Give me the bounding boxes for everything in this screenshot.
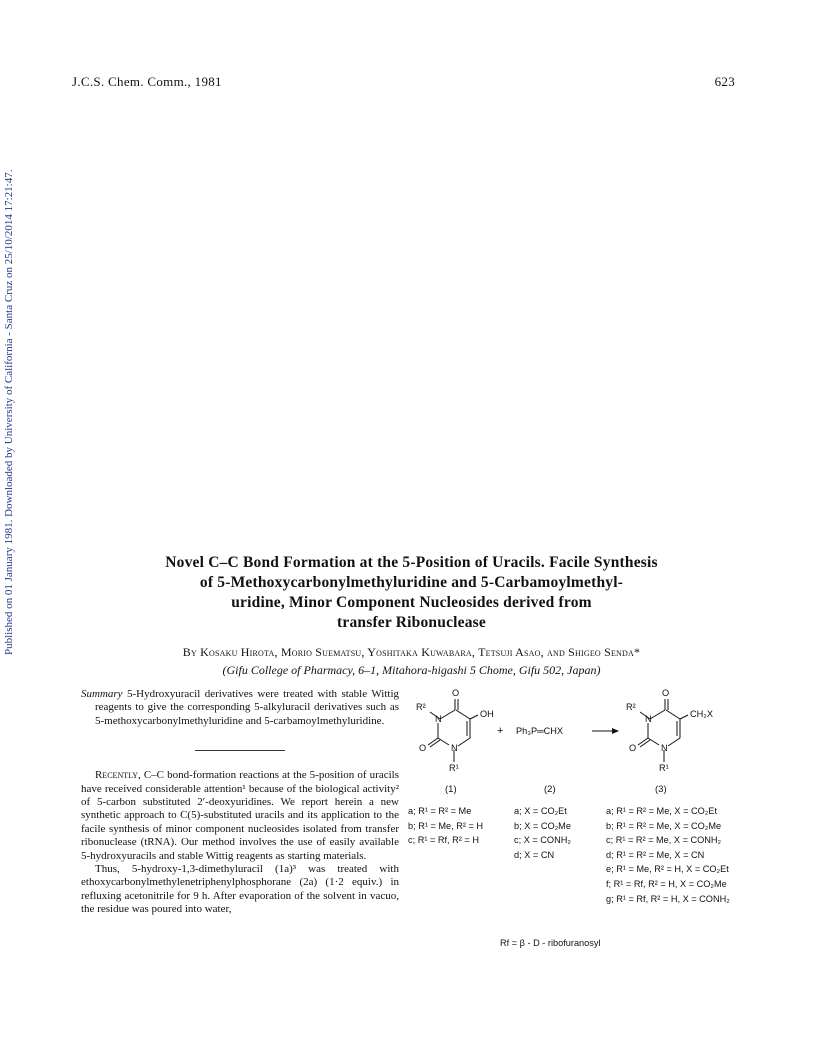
group-ch2x: CH₂X bbox=[690, 709, 713, 719]
variant-2a: a; X = CO₂Et bbox=[514, 806, 567, 816]
variant-2c: c; X = CONH₂ bbox=[514, 835, 571, 846]
title-line-2: of 5-Methoxycarbonylmethyluridine and 5-Carbamoylmethyl- bbox=[199, 574, 624, 591]
atom-r1-1: R¹ bbox=[449, 763, 459, 773]
compound-2-variants bbox=[514, 804, 571, 862]
title-line-1: Novel C–C Bond Formation at the 5-Position of Uracils. Facile Synthesis bbox=[165, 554, 658, 571]
summary-label: Summary bbox=[81, 688, 123, 700]
variant-3d: d; R¹ = R² = Me, X = CN bbox=[606, 849, 705, 860]
paragraph-1-text: C–C bond-formation reactions at the 5-position of uracils have received considerable attention¹ because of the biological activity² of 5-carbon substituted 2′-deoxyuridines. We report herein a new synthetic approach to C(5)-substituted uracils and its application to the facile synthesis of minor component nucleosides isolated from transfer ribonuclease (tRNA). Our method involves the use of easily available 5-hydroxyuracils and stable Wittig reagents as starting materials. bbox=[81, 769, 399, 862]
compound-3-variants bbox=[606, 804, 730, 906]
body-paragraph-2 bbox=[81, 863, 399, 917]
wittig-reagent: Ph₃P═CHX bbox=[516, 726, 564, 736]
page-number: 623 bbox=[714, 74, 735, 89]
publication-stamp: Published on 01 January 1981. Downloaded by University of California - Santa Cruz on 25/10/2014 17:21:47. bbox=[3, 169, 15, 655]
left-column bbox=[81, 688, 399, 917]
variant-3c: c; R¹ = R² = Me, X = CONH₂ bbox=[606, 835, 722, 846]
variant-3g: g; R¹ = Rf, R² = H, X = CONH₂ bbox=[606, 893, 730, 904]
variant-3a: a; R¹ = R² = Me, X = CO₂Et bbox=[606, 806, 718, 816]
atom-o-top-1: O bbox=[452, 688, 460, 698]
atom-o-top-3: O bbox=[662, 688, 670, 698]
reaction-scheme bbox=[408, 688, 748, 957]
summary-text: 5-Hydroxyuracil derivatives were treated with stable Wittig reagents to give the corresponding 5-alkyluracil derivatives such as 5-methoxycarbonylmethyluridine and 5-carbamoylmethyluridine. bbox=[95, 688, 399, 727]
compound-1-label: (1) bbox=[445, 784, 457, 795]
title-line-3: uridine, Minor Component Nucleosides derived from bbox=[231, 594, 592, 611]
variant-1a: a; R¹ = R² = Me bbox=[408, 806, 472, 816]
atom-r1-3: R¹ bbox=[659, 763, 669, 773]
author-list: By Kosaku Hirota, Morio Suematsu, Yoshitaka Kuwabara, Tetsuji Asao, and Shigeo Senda* bbox=[182, 645, 641, 659]
section-divider bbox=[195, 750, 285, 751]
rf-definition: Rf = β - D - ribofuranosyl bbox=[500, 938, 601, 948]
variant-3b: b; R¹ = R² = Me, X = CO₂Me bbox=[606, 820, 722, 831]
compound-2-label: (2) bbox=[544, 784, 556, 795]
atom-o-left-1: O bbox=[419, 743, 427, 753]
compound-3-label: (3) bbox=[655, 784, 667, 795]
atom-n3-3: N bbox=[645, 714, 652, 724]
title-line-4: transfer Ribonuclease bbox=[337, 614, 486, 631]
atom-r2-1: R² bbox=[416, 702, 426, 712]
summary-paragraph bbox=[81, 688, 399, 728]
atom-n1-1: N bbox=[451, 743, 458, 753]
variant-1c: c; R¹ = Rf, R² = H bbox=[408, 835, 479, 846]
variant-3e: e; R¹ = Me, R² = H, X = CO₂Et bbox=[606, 864, 729, 875]
paragraph-lead: Recently, bbox=[95, 769, 141, 782]
variant-1b: b; R¹ = Me, R² = H bbox=[408, 820, 484, 831]
atom-r2-3: R² bbox=[626, 702, 636, 712]
variant-2d: d; X = CN bbox=[514, 849, 555, 860]
atom-o-left-3: O bbox=[629, 743, 637, 753]
running-head bbox=[72, 74, 735, 90]
affiliation: (Gifu College of Pharmacy, 6–1, Mitahora-higashi 5 Chome, Gifu 502, Japan) bbox=[222, 663, 601, 677]
paragraph-2-text: Thus, 5-hydroxy-1,3-dimethyluracil (1a)³ was treated with ethoxycarbonylmethylenetriphenylphosphorane (2a) (1·2 equiv.) in refluxing acetonitrile for 9 h. After evaporation of the solvent in vacuo, the residue was poured into water, bbox=[81, 863, 399, 916]
plus-sign: + bbox=[497, 725, 504, 737]
variant-3f: f; R¹ = Rf, R² = H, X = CO₂Me bbox=[606, 878, 727, 889]
body-paragraph-1 bbox=[81, 769, 399, 863]
compound-1-variants bbox=[408, 804, 483, 848]
group-oh: OH bbox=[480, 709, 494, 719]
variant-2b: b; X = CO₂Me bbox=[514, 820, 571, 831]
atom-n3-1: N bbox=[435, 714, 442, 724]
reaction-arrow bbox=[592, 728, 619, 734]
byline bbox=[90, 643, 733, 679]
article-title bbox=[90, 553, 733, 633]
atom-n1-3: N bbox=[661, 743, 668, 753]
journal-citation: J.C.S. Chem. Comm., 1981 bbox=[72, 74, 222, 89]
